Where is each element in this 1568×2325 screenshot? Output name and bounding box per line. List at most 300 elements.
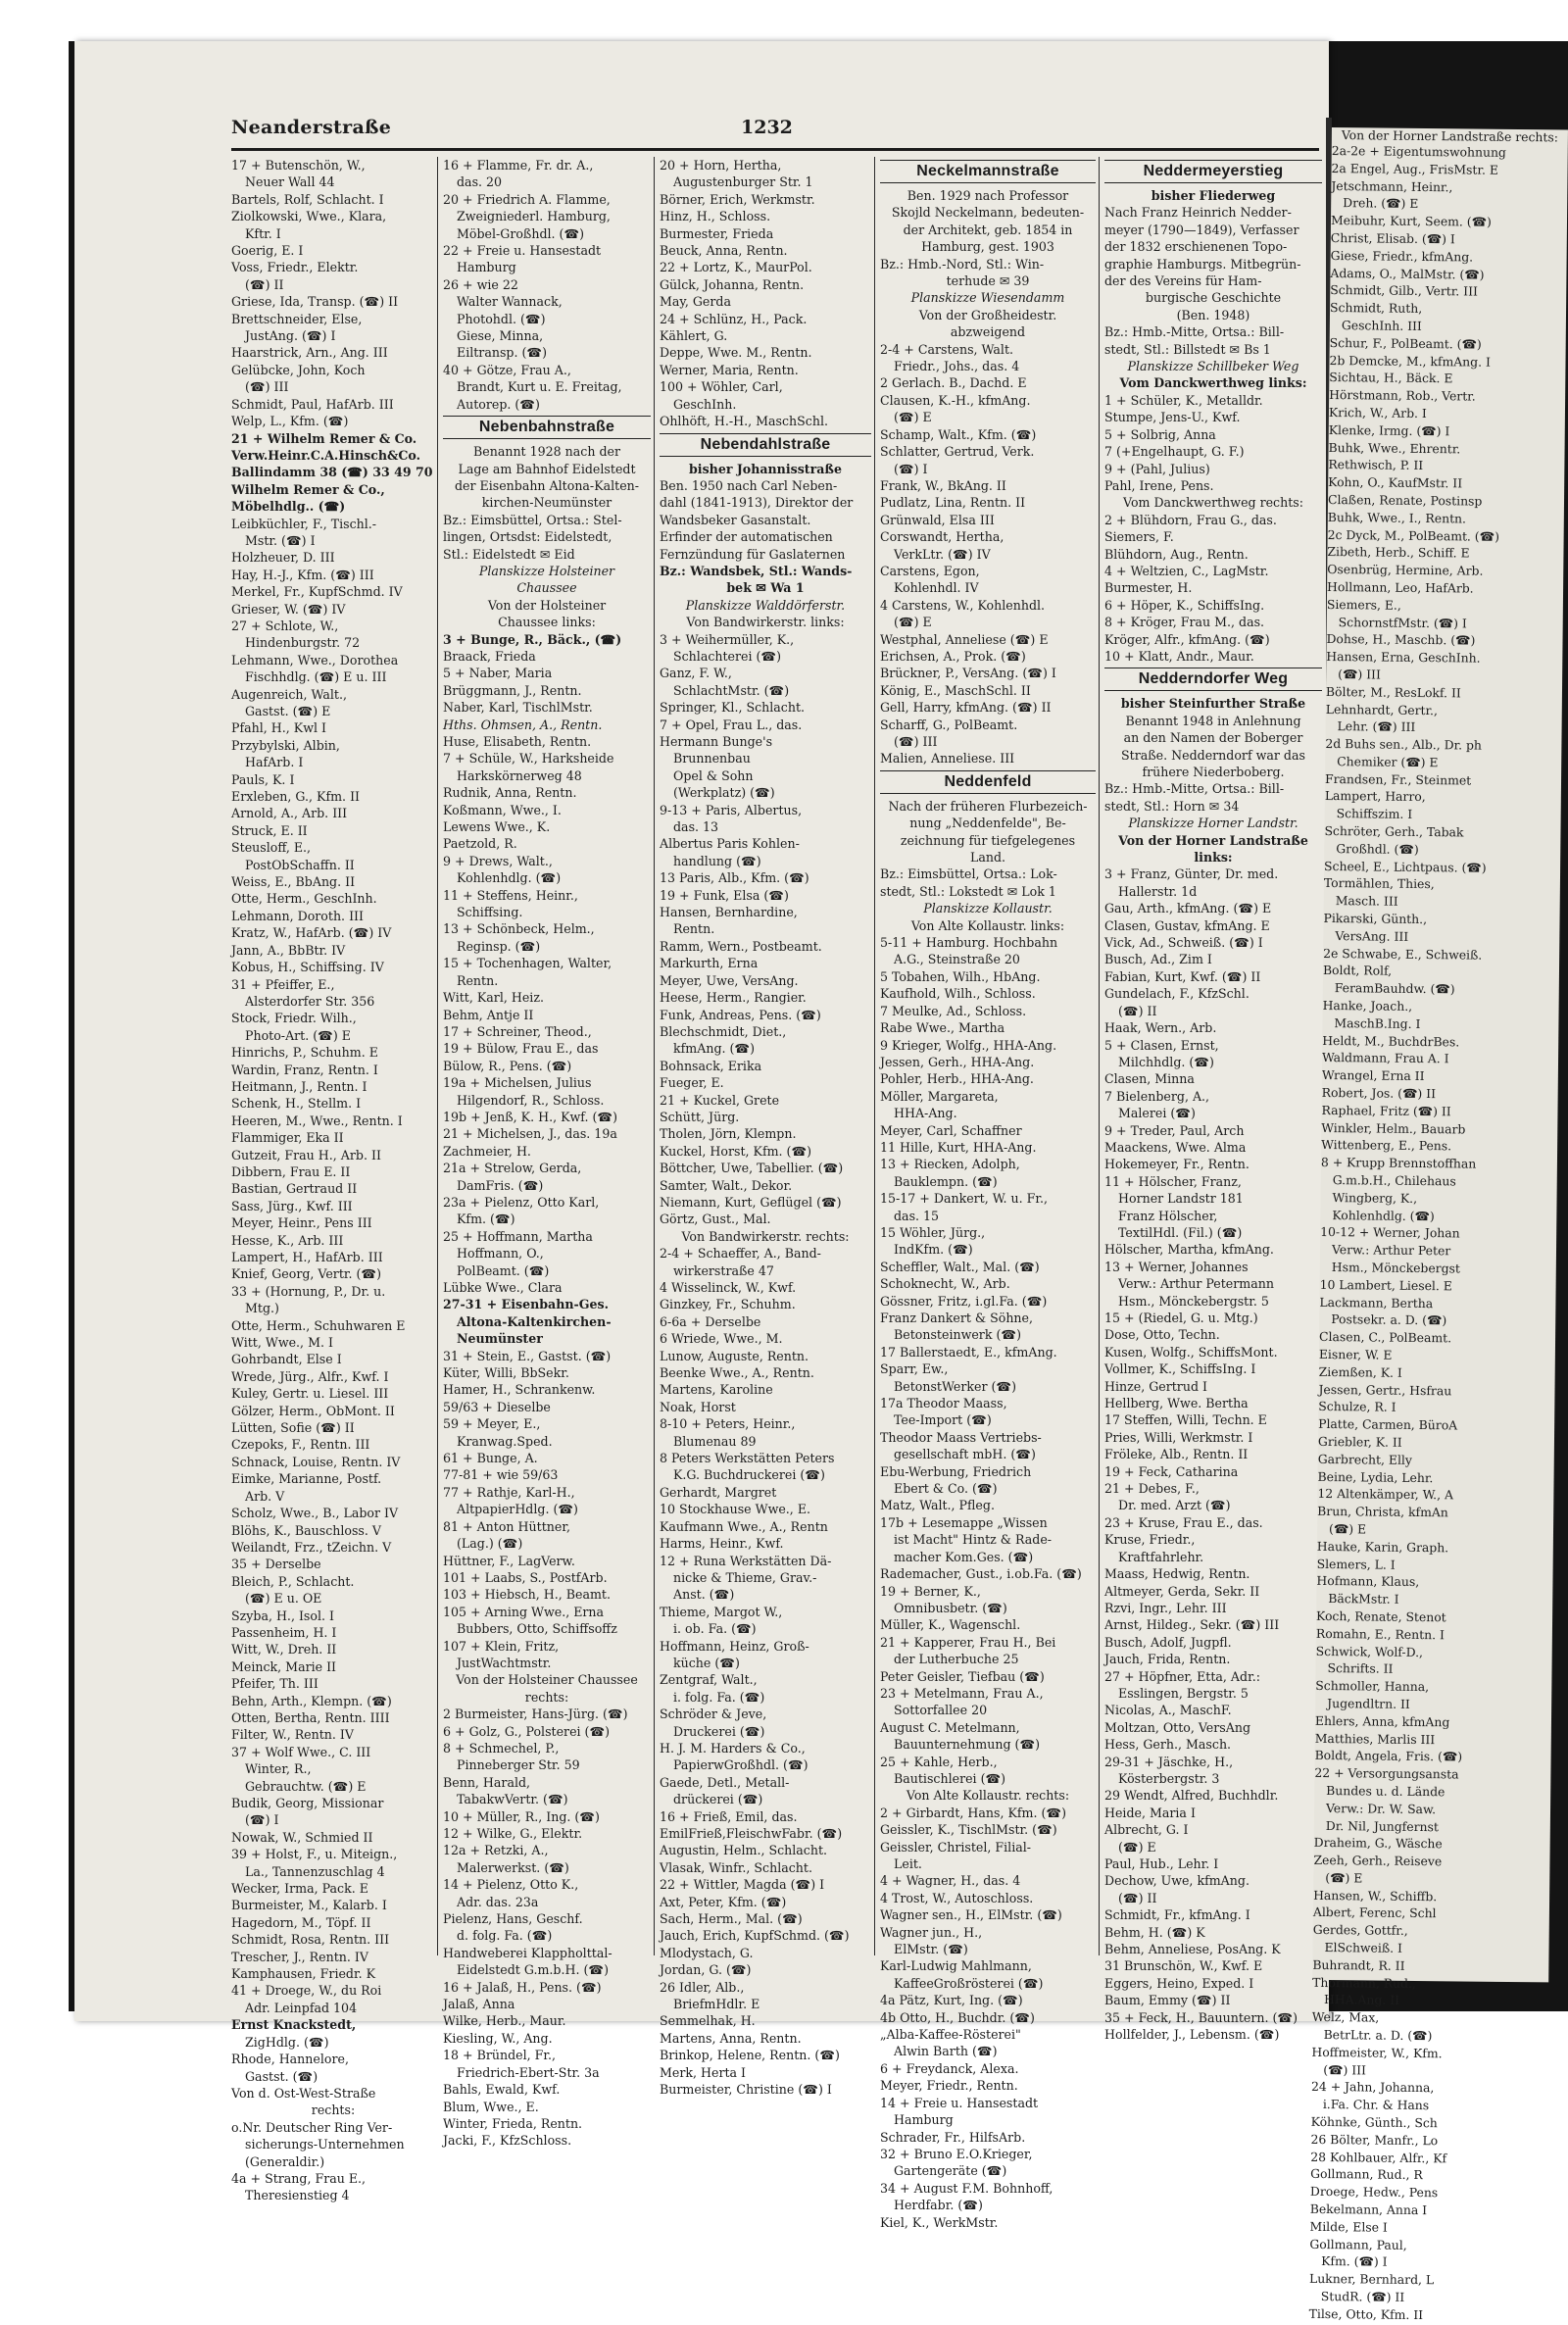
directory-entry: Paetzold, R. [443, 836, 517, 852]
directory-entry: Krich, W., Arb. I [1328, 404, 1427, 420]
directory-entry: Carstens, Egon, [880, 563, 980, 578]
directory-entry: 81 + Anton Hüttner, [443, 1518, 570, 1534]
directory-entry: Brun, Christa, kfmAn [1317, 1504, 1448, 1520]
directory-entry: 5 + Solbrig, Anna [1104, 426, 1216, 442]
directory-entry: 2b Demcke, M., kfmAng. I [1329, 352, 1491, 370]
directory-entry: 21 + Wilhelm Remer & Co. [231, 430, 417, 446]
directory-entry: Samter, Walt., Dekor. [660, 1177, 793, 1193]
directory-entry: Adams, O., MalMstr. (☎) [1330, 265, 1485, 282]
directory-entry: Bastian, Gertraud II [231, 1181, 358, 1197]
directory-entry: Dose, Otto, Techn. [1104, 1327, 1220, 1343]
directory-entry: das. 15 [894, 1208, 940, 1223]
directory-entry: Dr. Nil, Jungfernst [1325, 1817, 1439, 1834]
directory-entry: handlung (☎) [673, 853, 761, 868]
directory-entry: ElSchweiß. I [1324, 1940, 1403, 1955]
directory-entry: 8 + Kröger, Frau M., das. [1104, 615, 1265, 630]
directory-entry: Brettschneider, Else, [231, 311, 363, 326]
directory-entry: Kiel, K., WerkMstr. [880, 2214, 999, 2230]
page-header [231, 113, 1319, 151]
column-divider [654, 157, 655, 1955]
directory-entry: 27 + Höpfner, Etta, Adr.: [1104, 1668, 1260, 1684]
directory-entry: Kohlenhdlg. (☎) [1332, 1207, 1435, 1223]
directory-entry: Hths. Ohmsen, A., Rentn. [443, 717, 603, 732]
directory-entry: Naber, Karl, TischlMstr. [443, 700, 593, 716]
directory-entry: Von Bandwirkerstr. rechts: [681, 1228, 850, 1244]
directory-entry: Kröger, Alfr., kfmAng. (☎) [1104, 631, 1270, 647]
page-number: 1232 [741, 117, 793, 138]
directory-entry: Heitmann, J., Rentn. I [231, 1078, 368, 1094]
directory-entry: Reginsp. (☎) [457, 938, 541, 954]
directory-entry: Jauch, Frida, Rentn. [1104, 1652, 1231, 1667]
directory-entry: Hsm., Mönckebergst [1331, 1260, 1461, 1276]
directory-entry: (Ben. 1948) [1176, 307, 1250, 322]
directory-entry: Lehr. (☎) III [1337, 718, 1416, 735]
directory-entry: Blechschmidt, Diet., [660, 1023, 787, 1039]
directory-entry: Lübke Wwe., Clara [443, 1280, 563, 1295]
directory-entry: Görtz, Gust., Mal. [660, 1212, 771, 1227]
directory-entry: das. 13 [673, 819, 719, 835]
directory-entry: Adr. Leinpfad 104 [245, 2000, 358, 2015]
directory-entry: Müller, K., Wagenschl. [880, 1617, 1021, 1633]
directory-entry: Malien, Anneliese. III [880, 751, 1015, 767]
directory-entry: „Alba-Kaffee-Rösterei" [880, 2027, 1021, 2043]
directory-entry: Burmeister, Christine (☎) I [660, 2082, 832, 2098]
directory-entry: 15 + Tochenhagen, Walter, [443, 956, 612, 971]
directory-entry: Möbel-Großhdl. (☎) [457, 225, 585, 241]
directory-entry: 4 Trost, W., Autoschloss. [880, 1890, 1034, 1905]
directory-entry: d. folg. Fa. (☎) [457, 1928, 553, 1944]
directory-entry: (☎) II [1118, 1890, 1157, 1905]
directory-entry: Sach, Herm., Mal. (☎) [660, 1911, 803, 1927]
directory-entry: 21 + Kapperer, Frau H., Bei [880, 1634, 1056, 1650]
directory-entry: Bleich, P., Schlacht. [231, 1573, 355, 1589]
directory-entry: Druckerei (☎) [673, 1723, 765, 1739]
directory-entry: (☎) III [1323, 2061, 1367, 2078]
directory-entry: Bautischlerei (☎) [894, 1770, 1006, 1786]
directory-entry: Ziemßen, K. I [1318, 1363, 1402, 1380]
directory-entry: Hinrichs, P., Schuhm. E [231, 1045, 378, 1061]
directory-entry: Straße. Nedderndorf war das [1121, 747, 1305, 763]
directory-entry: Gastst. (☎) E [245, 704, 331, 718]
directory-entry: 107 + Klein, Fritz, [443, 1638, 560, 1654]
directory-entry: Axt, Peter, Kfm. (☎) [660, 1894, 787, 1909]
directory-entry: Rhode, Hannelore, [231, 2052, 349, 2067]
directory-entry: Schiffszim. I [1336, 806, 1413, 822]
directory-entry: 9 Krieger, Wolfg., HHA-Ang. [880, 1037, 1057, 1053]
directory-entry: Esslingen, Bergstr. 5 [1118, 1685, 1249, 1701]
directory-entry: Meyer, Heinr., Pens III [231, 1215, 372, 1231]
directory-entry: 4 + Weltzien, C., LagMstr. [1104, 563, 1269, 578]
directory-entry: nicke & Thieme, Grav.- [673, 1569, 817, 1585]
directory-entry: Neumünster [457, 1331, 543, 1347]
directory-entry: Chaussee [516, 580, 577, 596]
directory-entry: Autorep. (☎) [457, 396, 540, 412]
directory-entry: Vom Danckwerthweg links: [1119, 375, 1307, 391]
directory-entry: 4 Wisselinck, W., Kwf. [660, 1280, 797, 1295]
directory-entry: Raphael, Fritz (☎) II [1321, 1102, 1451, 1119]
directory-entry: 20 + Friedrich A. Flamme, [443, 191, 611, 207]
directory-entry: HHA.Ang. II [1323, 1992, 1400, 2008]
directory-entry: 15 Wöhler, Jürg., [880, 1224, 986, 1240]
directory-entry: Bundes u. d. Lände [1326, 1782, 1446, 1800]
directory-entry: Buhrandt, R. II [1312, 1956, 1405, 1973]
directory-entry: Scheel, E., Lichtpaus. (☎) [1324, 858, 1487, 875]
directory-entry: Kählert, G. [660, 328, 728, 344]
directory-entry: Werner, Maria, Rentn. [660, 362, 799, 377]
directory-entry: Slemers, L. I [1316, 1556, 1396, 1572]
directory-entry: Lukner, Bernhard, L [1308, 2271, 1435, 2288]
directory-entry: Dibbern, Frau E. II [231, 1163, 351, 1179]
directory-entry: Theodor Maass Vertriebs- [880, 1429, 1042, 1445]
directory-entry: Schlachterei (☎) [673, 648, 782, 664]
directory-entry: Augustin, Helm., Schlacht. [660, 1843, 828, 1858]
directory-entry: Von der Holsteiner Chaussee [456, 1672, 638, 1688]
directory-entry: frühere Niederboberg. [1142, 765, 1285, 779]
directory-entry: 13 Paris, Alb., Kfm. (☎) [660, 870, 809, 886]
directory-entry: August C. Metelmann, [880, 1719, 1020, 1735]
directory-entry: 16 + Jalaß, H., Pens. (☎) [443, 1979, 602, 1995]
directory-entry: Noak, Horst [660, 1399, 736, 1414]
directory-entry: 100 + Wöhler, Carl, [660, 379, 783, 395]
directory-entry: Draheim, G., Wäsche [1313, 1835, 1443, 1852]
directory-entry: Schmidt, Paul, HafArb. III [231, 396, 394, 412]
directory-entry: Filter, W., Rentn. IV [231, 1727, 354, 1743]
directory-entry: Bz.: Eimsbüttel, Ortsa.: Stel- [443, 512, 622, 527]
directory-entry: Jann, A., BbBtr. IV [231, 942, 346, 958]
directory-entry: Eimke, Marianne, Postf. [231, 1471, 382, 1487]
directory-entry: 5 + Naber, Maria [443, 666, 553, 681]
directory-entry: Winter, Frieda, Rentn. [443, 2115, 583, 2131]
directory-entry: Claßen, Renate, Postinsp [1327, 491, 1483, 509]
directory-entry: Land. [969, 850, 1006, 866]
directory-entry: Friedr., Johs., das. 4 [894, 359, 1020, 374]
directory-entry: 13 + Schönbeck, Helm., [443, 921, 595, 937]
directory-entry: Scholz, Wwe., B., Labor IV [231, 1506, 399, 1521]
directory-entry: HHA-Ang. [894, 1106, 957, 1121]
directory-entry: 29 Wendt, Alfred, Buchhdlr. [1104, 1788, 1279, 1804]
directory-entry: Wingberg, K., [1332, 1189, 1418, 1206]
directory-entry: Planskizze Schillbeker Weg [1127, 359, 1299, 374]
directory-entry: Frandsen, Fr., Steinmet [1324, 770, 1472, 788]
directory-entry: Mlodystach, G. [660, 1945, 754, 1960]
directory-entry: Kobus, H., Schiffsing. IV [231, 960, 384, 975]
directory-entry: 15-17 + Dankert, W. u. Fr., [880, 1191, 1048, 1207]
directory-entry: Sottorfallee 20 [894, 1703, 988, 1718]
directory-entry: Blumenau 89 [673, 1433, 757, 1449]
directory-entry: 11 Hille, Kurt, HHA-Ang. [880, 1139, 1037, 1155]
directory-entry: Küter, Willi, BbSekr. [443, 1365, 569, 1381]
directory-entry: Benannt 1948 in Anlehnung [1125, 713, 1301, 728]
directory-entry: 8 Peters Werkstätten Peters [660, 1451, 835, 1466]
directory-entry: VersAng. III [1335, 927, 1409, 944]
directory-entry: Clasen, Gustav, kfmAng. E [1104, 917, 1270, 933]
directory-entry: Ernst Knackstedt, [231, 2017, 357, 2033]
directory-entry: Lampert, H., HafArb. III [231, 1250, 383, 1264]
directory-entry: 11 + Steffens, Heinr., [443, 887, 578, 903]
directory-entry: Schmidt, Fr., kfmAng. I [1104, 1907, 1250, 1923]
directory-entry: Vom Danckwerthweg rechts: [1123, 495, 1303, 511]
directory-entry: stedt, Stl.: Lokstedt ✉ Lok 1 [880, 883, 1056, 899]
directory-entry: Schlatter, Gertrud, Verk. [880, 444, 1035, 460]
directory-entry: 7 + Schüle, W., Harksheide [443, 751, 614, 767]
directory-entry: Maass, Hedwig, Rentn. [1104, 1566, 1250, 1582]
directory-entry: Merkel, Fr., KupfSchmd. IV [231, 584, 403, 600]
directory-entry: König, E., MaschSchl. II [880, 682, 1031, 698]
directory-entry: Hinze, Gertrud I [1104, 1378, 1207, 1394]
directory-entry: Gölzer, Herm., ObMont. II [231, 1403, 395, 1418]
directory-entry: (☎) III [894, 734, 938, 749]
directory-entry: Kraftfahrlehr. [1118, 1549, 1204, 1564]
directory-entry: 14 + Freie u. Hansestadt [880, 2095, 1039, 2110]
directory-entry: Kratz, W., HafArb. (☎) IV [231, 925, 392, 941]
directory-entry: Dreh. (☎) E [1343, 195, 1419, 212]
directory-entry: Alsterdorfer Str. 356 [245, 993, 375, 1009]
directory-entry: bisher Johannisstraße [688, 461, 842, 476]
directory-entry: 4 + Wagner, H., das. 4 [880, 1873, 1021, 1889]
directory-entry: (Lag.) (☎) [457, 1536, 523, 1552]
directory-entry: i.Fa. Chr. & Hans [1322, 2097, 1430, 2113]
directory-entry: kirchen-Neumünster [481, 495, 612, 511]
directory-entry: Giese, Friedr., kfmAng. [1330, 247, 1474, 265]
directory-entry: GeschInh. III [1341, 318, 1422, 333]
directory-entry: Meyer, Uwe, VersAng. [660, 972, 799, 988]
directory-entry: Gollmann, Rud., R [1310, 2166, 1423, 2183]
directory-entry: Augenreich, Walt., [231, 686, 347, 702]
directory-entry: Deppe, Wwe. M., Rentn. [660, 345, 812, 361]
directory-entry: Vick, Ad., Schweiß. (☎) I [1104, 935, 1263, 951]
directory-entry: 20 + Horn, Hertha, [660, 158, 782, 173]
directory-entry: kfmAng. (☎) [673, 1041, 756, 1057]
directory-entry: JustWachtmstr. [457, 1655, 552, 1670]
directory-entry: Rzvi, Ingr., Lehr. III [1104, 1600, 1227, 1615]
directory-entry: 3 + Weihermüller, K., [660, 631, 795, 647]
directory-entry: Behm, Anneliese, PosAng. K [1104, 1942, 1281, 1957]
directory-entry: 11 + Hölscher, Franz, [1104, 1173, 1242, 1189]
directory-entry: Kusen, Wolfg., SchiffsMont. [1104, 1344, 1278, 1360]
directory-entry: 12 + Wilke, G., Elektr. [443, 1826, 583, 1841]
directory-entry: Bülow, R., Pens. (☎) [443, 1058, 572, 1073]
directory-entry: (☎) III [245, 379, 289, 395]
directory-entry: 2 Gerlach. B., Dachd. E [880, 375, 1027, 391]
directory-entry: Budik, Georg, Missionar [231, 1796, 384, 1810]
directory-entry: Schrader, Fr., HilfsArb. [880, 2129, 1026, 2145]
directory-entry: Wrede, Jürg., Alfr., Kwf. I [231, 1368, 389, 1384]
directory-entry: Griebler, K. II [1317, 1433, 1402, 1450]
directory-entry: 33 + (Hornung, P., Dr. u. [231, 1283, 386, 1299]
directory-entry: Kiesling, W., Ang. [443, 2030, 553, 2046]
directory-entry: Planskizze Kollaustr. [923, 901, 1053, 916]
directory-entry: 9 + Treder, Paul, Arch [1104, 1122, 1245, 1138]
directory-entry: Nicolas, A., MaschF. [1104, 1703, 1232, 1718]
directory-entry: Von Alte Kollaustr. rechts: [906, 1788, 1070, 1804]
directory-entry: Ziolkowski, Wwe., Klara, [231, 209, 387, 224]
facing-page-column [1308, 127, 1568, 2322]
directory-entry: 15 + (Riedel, G. u. Mtg.) [1104, 1311, 1258, 1325]
directory-entry: 2a-2e + Eigentumswohnung [1331, 142, 1506, 160]
directory-entry: stedt, Stl.: Horn ✉ 34 [1104, 798, 1240, 814]
directory-entry: Schnack, Louise, Rentn. IV [231, 1454, 401, 1469]
directory-entry: (☎) II [1118, 1003, 1157, 1018]
directory-entry: Meyer, Friedr., Rentn. [880, 2078, 1018, 2094]
directory-entry: VerkLtr. (☎) IV [894, 546, 991, 562]
directory-entry: Peter Geisler, Tiefbau (☎) [880, 1668, 1045, 1684]
directory-entry: Von Bandwirkerstr. links: [686, 615, 845, 630]
directory-entry: (☎) E [894, 410, 932, 425]
directory-entry: 13 + Werner, Johannes [1104, 1259, 1249, 1274]
directory-entry: HafArb. I [245, 755, 304, 770]
directory-entry: Kftr. I [245, 225, 281, 241]
directory-entry: Kohlenhdl. IV [894, 580, 979, 596]
directory-entry: Markurth, Erna [660, 956, 759, 971]
directory-entry: Von Alte Kollaustr. links: [910, 917, 1065, 933]
directory-entry: Planskizze Wiesendamm [910, 290, 1065, 306]
directory-entry: Bölter, M., ResLokf. II [1325, 683, 1461, 701]
directory-entry: Bz.: Wandsbek, Stl.: Wands- [660, 563, 853, 578]
street-section-heading: Neckelmannstraße [880, 160, 1096, 183]
directory-entry: dahl (1841-1913), Direktor der [660, 495, 854, 511]
directory-entry: Brandt, Kurt u. E. Freitag, [457, 379, 622, 395]
column-divider [437, 157, 438, 1955]
directory-entry: 29-31 + Jäschke, H., [1104, 1754, 1234, 1769]
directory-entry: Eidelstedt G.m.b.H. (☎) [457, 1962, 609, 1978]
directory-entry: Hoffmeister, W., Kfm. [1311, 2044, 1443, 2061]
directory-entry: Knief, Georg, Vertr. (☎) [231, 1266, 382, 1282]
directory-entry: Bauunternehmung (☎) [894, 1737, 1041, 1753]
directory-entry: Brinkop, Helene, Rentn. (☎) [660, 2048, 840, 2063]
directory-entry: Hanke, Joach., [1322, 997, 1413, 1014]
directory-entry: 6 + Höper, K., SchiffsIng. [1104, 597, 1265, 613]
directory-entry: Dechow, Uwe, kfmAng. [1104, 1873, 1250, 1889]
directory-entry: 5 Tobahen, Wilh., HbAng. [880, 968, 1041, 984]
directory-entry: Clasen, C., PolBeamt. [1319, 1329, 1452, 1346]
directory-entry: Lampert, Harro, [1324, 788, 1426, 805]
directory-entry: 21 + Michelsen, J., das. 19a [443, 1126, 617, 1142]
directory-entry: Gundelach, F., KfzSchl. [1104, 986, 1250, 1002]
directory-entry: Welp, L., Kfm. (☎) [231, 414, 349, 429]
directory-entry: Schrifts. II [1327, 1660, 1394, 1677]
directory-entry: 37 + Wolf Wwe., C. III [231, 1744, 371, 1759]
directory-entry: Möller, Margareta, [880, 1088, 999, 1104]
directory-entry: 10-12 + Werner, Johan [1320, 1224, 1460, 1241]
directory-column-2 [443, 157, 651, 2149]
directory-entry: 19 + Funk, Elsa (☎) [660, 887, 789, 903]
directory-entry: Tormählen, Thies, [1323, 875, 1435, 892]
directory-entry: Weilandt, Frz., tZeichn. V [231, 1539, 392, 1555]
directory-entry: 24 + Jahn, Johanna, [1310, 2079, 1435, 2096]
directory-entry: Zeeh, Gerh., Reiseve [1313, 1852, 1443, 1869]
directory-entry: Ballindamm 38 (☎) 33 49 70 [231, 465, 433, 480]
directory-entry: Jalaß, Anna [443, 1997, 515, 2012]
directory-entry: Holzheuer, D. III [231, 550, 335, 566]
directory-entry: 9 + (Pahl, Julius) [1104, 461, 1210, 476]
directory-entry: Gollmann, Paul, [1309, 2236, 1407, 2252]
directory-entry: i. ob. Fa. (☎) [673, 1621, 757, 1637]
directory-entry: Rademacher, Gust., i.ob.Fa. (☎) [880, 1566, 1082, 1582]
street-section-heading: Nebendahlstraße [660, 433, 871, 457]
directory-entry: Handweberei Klappholttal- [443, 1945, 612, 1960]
directory-entry: lingen, Ortsdst: Eidelstedt, [443, 529, 612, 545]
directory-entry: Schulze, R. I [1318, 1399, 1396, 1415]
directory-entry: 14 + Pielenz, Otto K., [443, 1877, 579, 1893]
directory-entry: Passenheim, H. I [231, 1624, 337, 1640]
directory-entry: Erichsen, A., Prok. (☎) [880, 648, 1026, 664]
directory-entry: 2-4 + Schaeffer, A., Band- [660, 1246, 821, 1261]
directory-column-5 [1104, 157, 1322, 2043]
directory-entry: Vlasak, Winfr., Schlacht. [660, 1859, 812, 1875]
directory-entry: 35 + Feck, H., Bauuntern. (☎) [1104, 2009, 1298, 2025]
directory-entry: 25 + Hoffmann, Martha [443, 1228, 593, 1244]
street-section-heading: Nebenbahnstraße [443, 416, 651, 439]
directory-entry: Schoknecht, W., Arb. [880, 1276, 1010, 1292]
directory-entry: Horner Landstr 181 [1118, 1191, 1244, 1207]
directory-entry: 2d Buhs sen., Alb., Dr. ph [1325, 736, 1483, 753]
directory-entry: 21 + Debes, F., [1104, 1481, 1200, 1497]
directory-entry: 8 + Krupp Brennstoffhan [1320, 1155, 1477, 1171]
directory-entry: Witt, W., Dreh. II [231, 1642, 337, 1657]
directory-entry: Hofmann, Klaus, [1316, 1573, 1420, 1590]
directory-entry: BäckMstr. I [1328, 1591, 1399, 1607]
directory-entry: Hellberg, Wwe. Bertha [1104, 1396, 1249, 1411]
directory-entry: Scheffler, Walt., Mal. (☎) [880, 1259, 1040, 1274]
directory-entry: Voss, Friedr., Elektr. [231, 260, 359, 275]
directory-entry: 2 + Girbardt, Hans, Kfm. (☎) [880, 1805, 1067, 1820]
directory-entry: Wagner jun., H., [880, 1924, 983, 1940]
directory-entry: Hölscher, Martha, kfmAng. [1104, 1242, 1274, 1258]
column-divider [874, 157, 875, 1955]
directory-entry: 101 + Laabs, S., PostfArb. [443, 1569, 608, 1585]
directory-entry: Merk, Herta I [660, 2064, 747, 2080]
directory-entry: Kamphausen, Friedr. K [231, 1966, 376, 1982]
directory-entry: FeramBauhdw. (☎) [1334, 980, 1455, 997]
directory-entry: Griese, Ida, Transp. (☎) II [231, 294, 399, 310]
directory-entry: 12 Altenkämper, W., A [1317, 1486, 1454, 1503]
directory-entry: 39 + Holst, F., u. Miteign., [231, 1847, 398, 1862]
directory-entry: (☎) E u. OE [245, 1591, 322, 1607]
column-divider [1099, 157, 1100, 1955]
directory-entry: der 1832 erschienenen Topo- [1104, 239, 1288, 255]
street-section-heading: Neddermeyerstieg [1104, 160, 1322, 183]
directory-entry: Planskizze Walddörferstr. [685, 597, 846, 613]
directory-entry: Hindenburgstr. 72 [245, 635, 361, 651]
directory-entry: Omnibusbetr. (☎) [894, 1600, 1007, 1615]
directory-entry: Beuck, Anna, Rentn. [660, 243, 788, 259]
directory-entry: Hollmann, Leo, HafArb. [1327, 578, 1474, 596]
directory-entry: 4 Carstens, W., Kohlenhdl. [880, 597, 1046, 613]
directory-entry: Gebrauchtw. (☎) E [245, 1778, 367, 1794]
directory-entry: Jessen, Gertr., Hsfrau [1318, 1381, 1452, 1398]
directory-entry: Verw.: Arthur Peter [1331, 1242, 1451, 1259]
directory-entry: Trescher, J., Rentn. IV [231, 1949, 368, 1964]
directory-entry: 6 + Freydanck, Alexa. [880, 2060, 1019, 2076]
directory-entry: Hansen, Bernhardine, [660, 905, 798, 920]
directory-entry: Nowak, W., Schmied II [231, 1829, 373, 1845]
directory-entry: Hamburg [457, 260, 516, 275]
directory-entry: GeschInh. [673, 396, 737, 412]
directory-entry: 19b + Jenß, K. H., Kwf. (☎) [443, 1109, 618, 1124]
directory-entry: 13 + Riecken, Adolph, [880, 1157, 1020, 1172]
directory-entry: Weiss, E., BbAng. II [231, 874, 356, 890]
directory-entry: Schamp, Walt., Kfm. (☎) [880, 426, 1037, 442]
directory-entry: Lackmann, Bertha [1319, 1294, 1434, 1311]
directory-entry: 24 + Schlünz, H., Pack. [660, 311, 808, 326]
directory-entry: Burmeister, M., Kalarb. I [231, 1898, 387, 1913]
directory-entry: Geissler, Christel, Filial- [880, 1839, 1032, 1855]
directory-entry: Hamburg, gest. 1903 [921, 239, 1054, 255]
directory-entry: drückerei (☎) [673, 1792, 763, 1807]
directory-entry: 19a + Michelsen, Julius [443, 1075, 592, 1091]
directory-entry: 8-10 + Peters, Heinr., [660, 1416, 796, 1432]
directory-entry: Albert, Ferenc, Schl [1312, 1905, 1437, 1921]
